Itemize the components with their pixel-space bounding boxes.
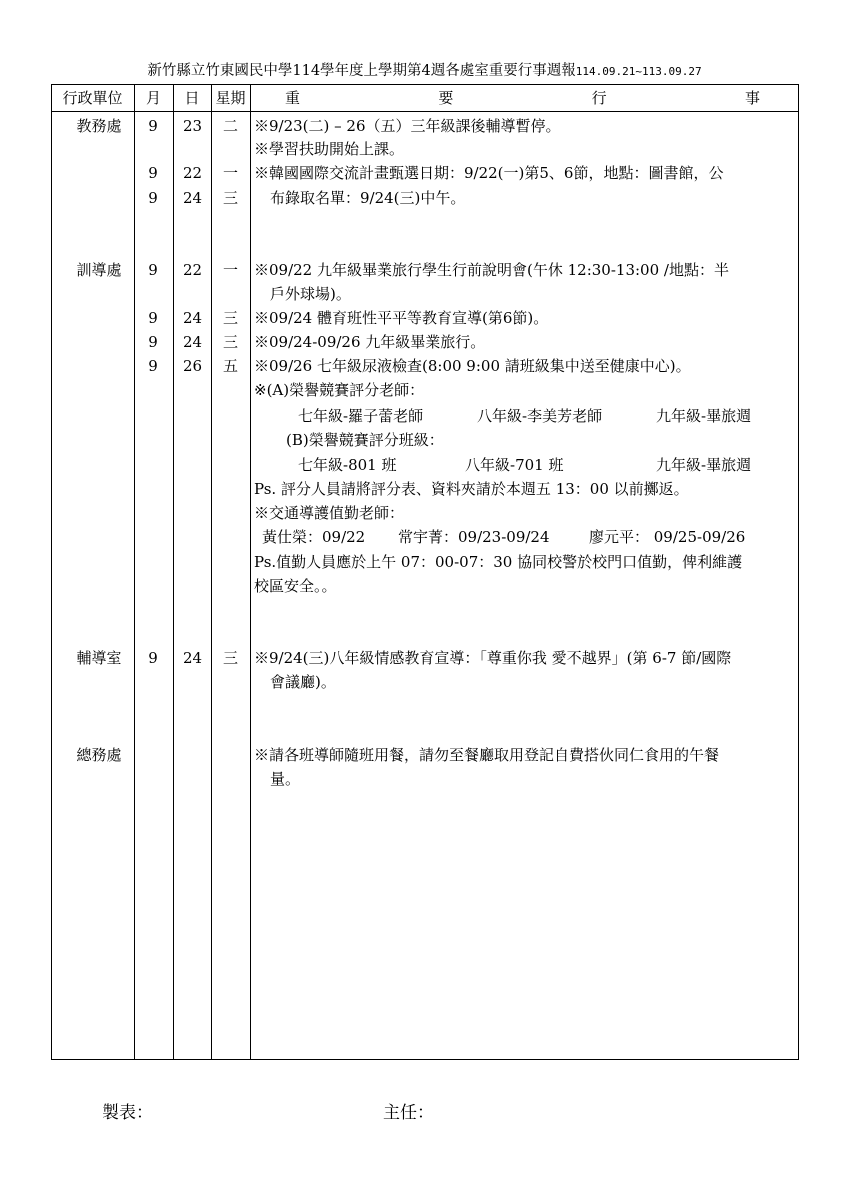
header-weekday: 星期 [215,89,246,107]
header-day: 日 [184,89,200,107]
event-line: 量。 [270,770,301,788]
event-line: ※韓國國際交流計畫甄選日期：9/22(一)第5、6節，地點：圖書館，公 [254,164,724,182]
month-cell: 9 [148,261,158,279]
column-divider [134,84,135,1060]
event-line: ※09/24-09/26 九年級畢業旅行。 [254,333,486,351]
event-line: Ps.值勤人員應於上午 07：00-07：30 協同校警於校門口值勤，俾利維護 [254,553,743,571]
month-cell: 9 [148,309,158,327]
month-cell: 9 [148,649,158,667]
event-line: 戶外球場)。 [270,285,351,303]
header-unit: 行政單位 [62,89,123,107]
day-cell: 22 [182,261,203,279]
day-cell: 24 [182,309,203,327]
unit-academic: 教務處 [76,117,122,135]
header-event-char: 事 [744,89,760,107]
weekday-cell: 三 [222,649,238,667]
grader-class-grade7: 七年級-801 班 [298,456,397,474]
unit-general-affairs: 總務處 [76,746,122,764]
director-label: 主任： [383,1103,434,1123]
month-cell: 9 [148,189,158,207]
header-event-char: 重 [285,89,301,107]
day-cell: 24 [182,649,203,667]
prepared-by-label: 製表： [102,1103,153,1123]
weekday-cell: 三 [222,333,238,351]
weekday-cell: 一 [222,261,238,279]
month-cell: 9 [148,333,158,351]
event-line: ※(A)榮譽競賽評分老師： [254,381,425,399]
header-event-char: 行 [591,89,607,107]
event-line: ※9/23(二) – 26（五）三年級課後輔導暫停。 [254,117,561,135]
event-line: Ps. 評分人員請將評分表、資料夾請於本週五 13：00 以前擲返。 [254,480,689,498]
weekday-cell: 五 [222,357,238,375]
grader-teacher-grade7: 七年級-羅子蕾老師 [298,407,424,425]
event-line: 校區安全。。 [254,577,337,595]
event-line: ※09/24 體育班性平平等教育宣導(第6節)。 [254,309,549,327]
day-cell: 22 [182,164,203,182]
header-month: 月 [145,89,161,107]
weekday-cell: 三 [222,309,238,327]
grader-teacher-grade8: 八年級-李美芳老師 [477,407,603,425]
column-divider [173,84,174,1060]
unit-counseling: 輔導室 [76,649,122,667]
event-line: ※請各班導師隨班用餐，請勿至餐廳取用登記自費搭伙同仁食用的午餐 [254,746,720,764]
month-cell: 9 [148,164,158,182]
column-divider [250,84,251,1060]
day-cell: 24 [182,333,203,351]
weekday-cell: 一 [222,164,238,182]
day-cell: 23 [182,117,203,135]
event-line: ※09/26 七年級尿液檢查(8:00 9:00 請班級集中送至健康中心)。 [254,357,691,375]
duty-teacher-2: 常宇菁：09/23-09/24 [398,528,550,546]
report-title [0,61,849,82]
event-line: ※交通導護值勤老師： [254,504,405,522]
event-line: (B)榮譽競賽評分班級： [286,431,444,449]
month-cell: 9 [148,357,158,375]
grader-class-grade9: 九年級-畢旅週 [656,456,752,474]
column-divider [211,84,212,1060]
report-date-range: 114.09.21~113.09.27 [575,65,702,78]
weekday-cell: 二 [222,117,238,135]
event-line: ※9/24(三)八年級情感教育宣導：「尊重你我 愛不越界」(第 6-7 節/國際 [254,649,732,667]
header-event-char: 要 [438,89,454,107]
report-title-main: 新竹縣立竹東國民中學114學年度上學期第4週各處室重要行事週報 [147,63,576,79]
event-line: ※09/22 九年級畢業旅行學生行前說明會(午休 12:30-13:00 /地點：半 [254,261,729,279]
event-line: ※學習扶助開始上課。 [254,140,405,158]
header-event [285,84,760,112]
unit-discipline: 訓導處 [76,261,122,279]
grader-class-grade8: 八年級-701 班 [465,456,564,474]
month-cell: 9 [148,117,158,135]
weekday-cell: 三 [222,189,238,207]
grader-teacher-grade9: 九年級-畢旅週 [656,407,752,425]
day-cell: 24 [182,189,203,207]
day-cell: 26 [182,357,203,375]
duty-teacher-3: 廖元平： 09/25-09/26 [589,528,746,546]
event-line: 會議廳)。 [270,673,336,691]
event-line: 布錄取名單：9/24(三)中午。 [270,189,466,207]
duty-teacher-1: 黃仕榮：09/22 [262,528,366,546]
